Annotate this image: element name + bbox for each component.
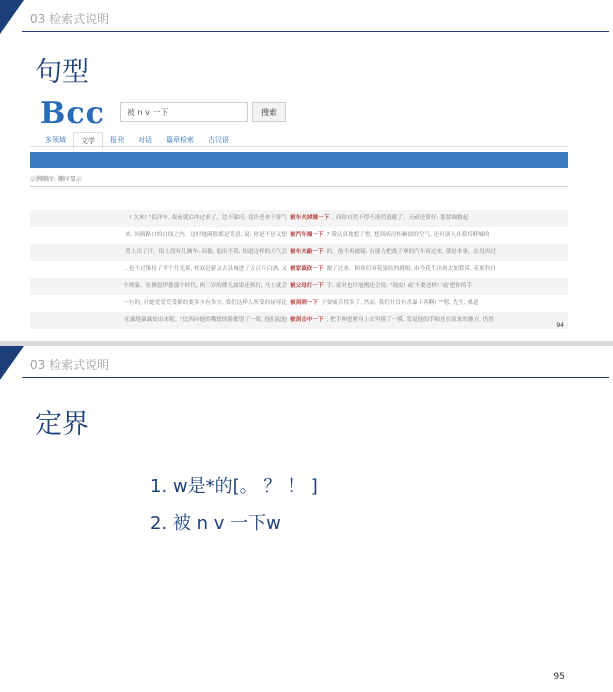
concordance-row: 个现象。在佛恩伊德那个时代, 两三岁的婴儿如果还挨打, 马上就会 被父母打一下 手, 说对也许旭刚还会说: "调皮! 或'不要还样! '或'把你的手 <box>30 278 568 295</box>
concordance-row: ! 欠来! "伯洋车, 戏前就后冲过来了。忽不躲闪, 竟许老来干客气 被车夫掉撞一下 , 而你自然不得不凑然退避了。天顽还算好: 那要调数起 <box>30 210 568 227</box>
tab-classical-chinese[interactable]: 古汉语 <box>208 136 229 144</box>
tab-multi-domain[interactable]: 多领域 <box>45 136 66 144</box>
header-divider <box>22 31 609 32</box>
section-label: 03 检索式说明 <box>30 12 110 26</box>
keyword-match: 被剑击中一下 <box>290 317 324 323</box>
list-item: 2. 被 n v 一下w <box>150 513 281 534</box>
concordance-row: 在露地暴露处出来呢。"比西向他的嘴想的脸都望了一眼, 他们起他 被剑击中一下 , 把手伸进紧身上衣里摸了一摸, 发觉他的手帕还在原来的地方, 仍然 <box>30 312 568 329</box>
list-item: 1. w是*的[。 ？ ！ ] <box>150 476 318 497</box>
boundary-list <box>150 472 318 546</box>
keyword-match: 被汽车撞一下 <box>290 232 324 238</box>
keyword-match: 被车夫敲一下 <box>290 249 324 255</box>
keyword-match: 被车夫掉撞一下 <box>290 215 330 221</box>
bcc-logo: Bcc <box>40 96 105 131</box>
header-triangle <box>0 346 24 380</box>
page-number: 95 <box>553 672 565 682</box>
bcc-screenshot <box>30 96 568 336</box>
concordance-list <box>30 210 568 329</box>
results-divider <box>30 186 568 187</box>
header-divider <box>22 377 609 378</box>
search-button[interactable]: 搜索 <box>252 102 286 122</box>
concordance-row: 一行的, 社她爱爱荒受难的要多少有多少, 我们这样人所受的屈辱比 被剑刺一下 子要痛苦得多了, 然而, 我们并没有杀暴干西啊! ""嗯, 先生, 难道 <box>123 300 479 306</box>
concordance-row: 来, 回到路口的白线之内。这时她满脸都是笑意, 说: 你是不是又想 被汽车撞一下 ? 我认真地想了想, 想到病房柜橱窗的空气, 还有别人在我耳畔喊的 <box>125 232 490 238</box>
section-label: 03 检索式说明 <box>30 358 110 372</box>
slide-title: 定界 <box>35 409 89 440</box>
keyword-match: 被家裁砍一下 <box>290 266 324 272</box>
search-input[interactable]: 被 n v 一下 <box>120 102 248 122</box>
tab-divider <box>30 146 568 147</box>
tab-dialogue[interactable]: 对话 <box>138 136 152 144</box>
header-triangle <box>0 0 24 34</box>
slide-1 <box>0 0 613 341</box>
tab-discourse-search[interactable]: 篇章检索 <box>166 136 194 144</box>
sort-order-label: 示例顺序: 顺序显示 <box>30 176 82 183</box>
keyword-match: 被父母打一下 <box>290 283 324 289</box>
concordance-row: , 也不过维持了半个月光景, 柱双赶紧又去县城进了五百斤白酒, 又 被家裁砍一下 覆了过来。顾客们对花果结的挑唱, 由今花生出现太加赞赏, 花果科自 <box>125 266 496 272</box>
slide-title: 句型 <box>35 57 89 88</box>
concordance-row: 背上岀了汗。街上没有几辆车: 闷他, 他出不着, 知道这样的天气会 被车夫敲一下 的。他不再被疑, 有能力把离子拿的汽车再过来, 那是本事。在没再过 <box>30 244 568 261</box>
slide-2 <box>0 346 613 692</box>
tab-newspaper[interactable]: 报刊 <box>110 136 124 144</box>
results-banner <box>30 152 568 168</box>
tab-literature[interactable]: 文学 <box>73 132 103 149</box>
page-number: 94 <box>556 322 564 329</box>
keyword-match: 被剑刺一下 <box>290 300 318 306</box>
